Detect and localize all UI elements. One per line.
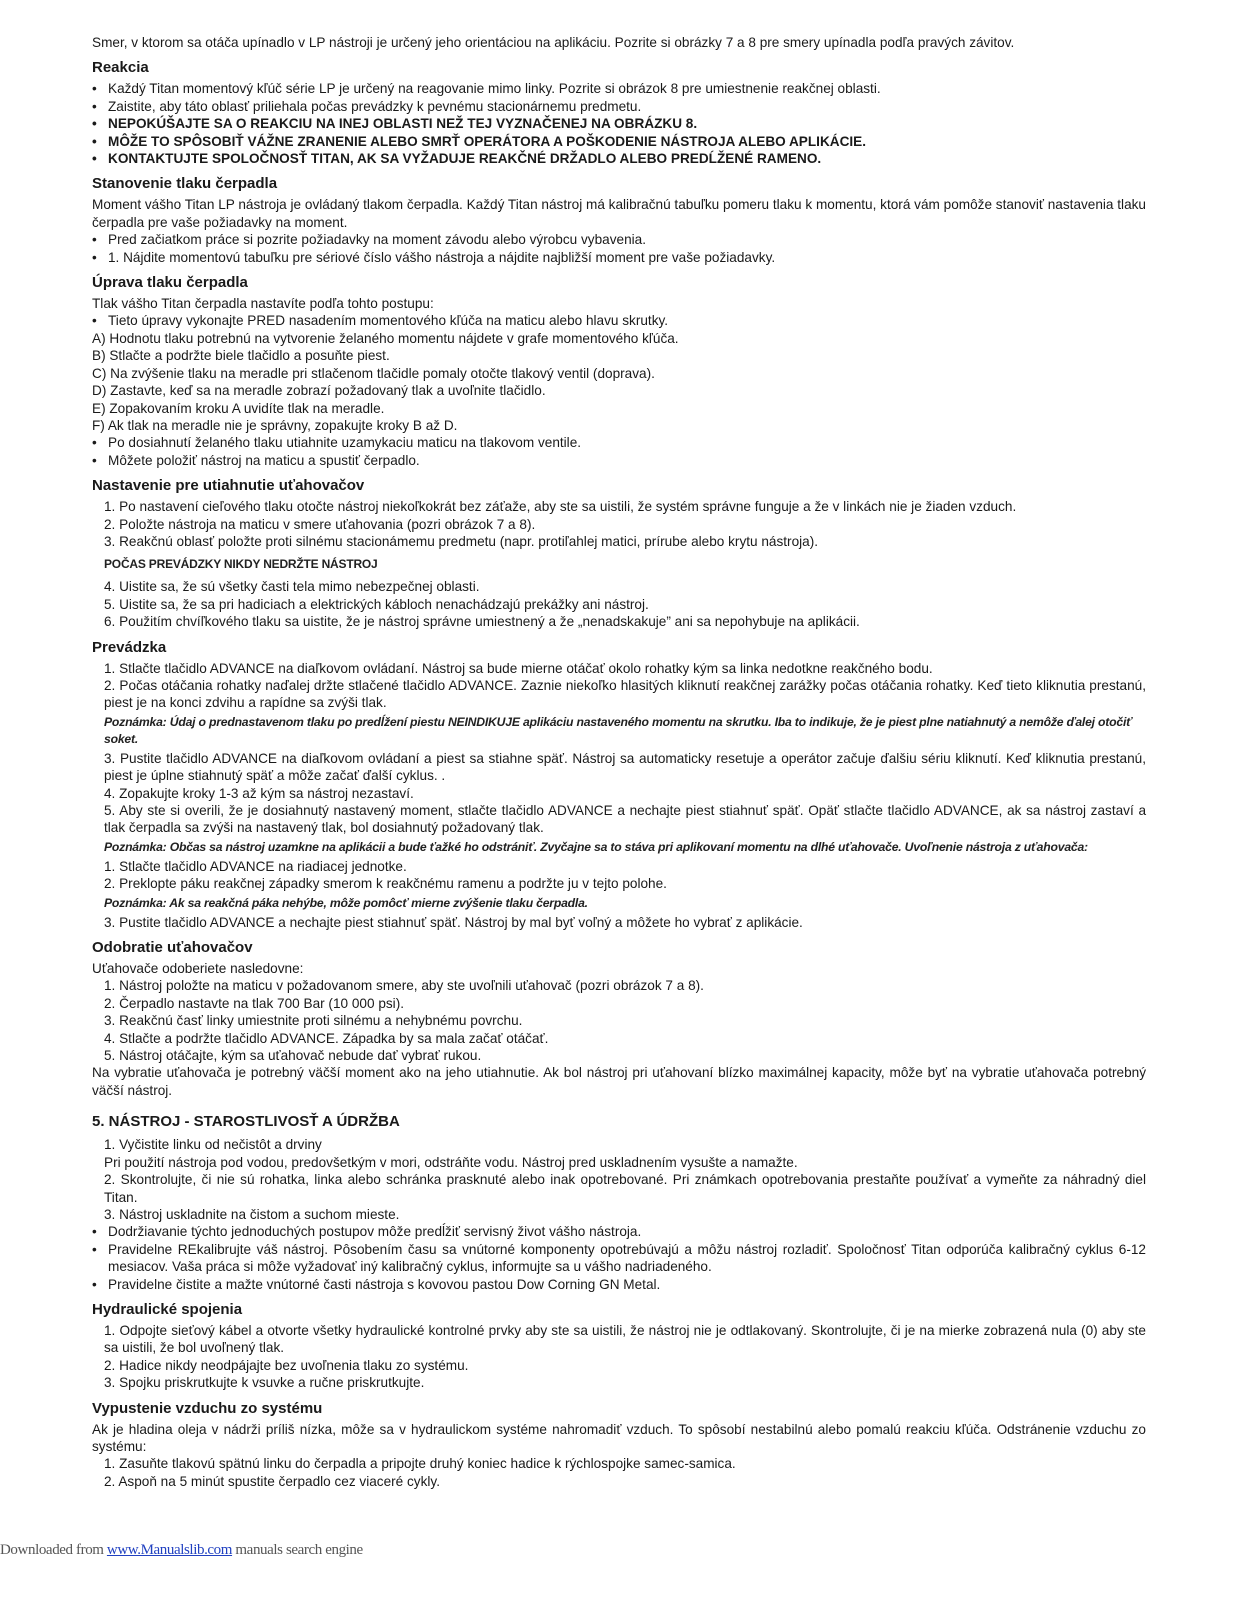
step-item: 3. Spojku priskrutkujte k vsuvke a ručne priskrutkujte. xyxy=(104,1375,425,1391)
list-item: • Pravidelne REkalibrujte váš nástroj. Pôsobením času sa vnútorné komponenty opotrebúvajú a môžu nástroj rozladiť. Spoločnosť Titan odporúča kalibračný cyklus 6-12 mesiacov. Vaša práca si môže vyžadovať iný kalibračný cyklus, informujte sa u vášho nadriadeného. xyxy=(92,1241,1146,1276)
heading-odobratie: Odobratie uťahovačov xyxy=(92,939,253,957)
heading-hydraulicke: Hydraulické spojenia xyxy=(92,1300,243,1318)
step-item: 3. Nástroj uskladnite na čistom a suchom mieste. xyxy=(104,1206,400,1222)
step-item: 1. Stlačte tlačidlo ADVANCE na diaľkovom ovládaní. Nástroj sa bude mierne otáčať okolo rohatky kým sa linka nedotkne reakčného bodu. xyxy=(104,660,933,676)
download-footer xyxy=(0,1542,363,1559)
step-item: 1. Stlačte tlačidlo ADVANCE na riadiacej jednotke. xyxy=(104,858,407,874)
heading-uprava: Úprava tlaku čerpadla xyxy=(92,274,248,292)
step-item: 2. Čerpadlo nastavte na tlak 700 Bar (10 000 psi). xyxy=(104,995,404,1011)
warning-text: POČAS PREVÁDZKY NIKDY NEDRŽTE NÁSTROJ xyxy=(104,557,378,572)
heading-reakcia: Reakcia xyxy=(92,59,149,77)
heading-nastavenie: Nastavenie pre utiahnutie uťahovačov xyxy=(92,477,365,495)
document-page xyxy=(92,34,1146,1490)
list-item: • Zaistite, aby táto oblasť priliehala počas prevádzky k pevnému stacionárnemu predmetu. xyxy=(92,98,1146,115)
step-item: 2. Hadice nikdy neodpájajte bez uvoľnenia tlaku zo systému. xyxy=(104,1357,469,1373)
list-item: • Tieto úpravy vykonajte PRED nasadením momentového kľúča na maticu alebo hlavu skrutky. xyxy=(92,312,1146,329)
manualslib-link[interactable]: www.Manualslib.com xyxy=(106,1542,233,1558)
step-item: 4. Uistite sa, že sú všetky časti tela mimo nebezpečnej oblasti. xyxy=(104,579,480,595)
note-text: Poznámka: Občas sa nástroj uzamkne na aplikácii a bude ťažké ho odstrániť. Zvyčajne sa to stáva pri aplikovaní momentu na dlhé uťahovače. Uvoľnenie nástroja z uťahovača: xyxy=(104,839,1088,854)
heading-prevadzka: Prevádzka xyxy=(92,638,167,656)
step-item: 2. Položte nástroja na maticu v smere uťahovania (pozri obrázok 7 a 8). xyxy=(104,516,536,532)
step-item: 5. Aby ste si overili, že je dosiahnutý nastavený moment, stlačte tlačidlo ADVANCE a nechajte piest stiahnuť späť. Opäť stlačte tlačidlo ADVANCE, ak sa nástroj zastaví a tlak čerpadla sa zvýši na nastavený tlak, bol dosiahnutý požadovaný tlak. xyxy=(104,803,1146,836)
step-item: 1. Vyčistite linku od nečistôt a drviny xyxy=(104,1137,322,1153)
step-item: 1. Zasuňte tlakovú spätnú linku do čerpadla a pripojte druhý koniec hadice k rýchlospojke samec-samica. xyxy=(104,1456,736,1472)
step-item: 2. Skontrolujte, či nie sú rohatka, linka alebo schránka prasknuté alebo inak opotrebované. Pri známkach opotrebovania prestaňte používať a vymeňte za náhradný diel Titan. xyxy=(104,1172,1146,1205)
list-item: • Po dosiahnutí želaného tlaku utiahnite uzamykaciu maticu na tlakovom ventile. xyxy=(92,434,1146,451)
paragraph: Uťahovače odoberiete nasledovne: xyxy=(92,961,304,977)
step-item: B) Stlačte a podržte biele tlačidlo a posuňte piest. xyxy=(92,348,390,364)
step-item: 2. Aspoň na 5 minút spustite čerpadlo cez viaceré cykly. xyxy=(104,1473,440,1489)
step-item: E) Zopakovaním kroku A uvidíte tlak na meradle. xyxy=(92,400,385,416)
step-item: 6. Použitím chvíľkového tlaku sa uistite, že je nástroj správne umiestnený a že „nenadskakuje” ani sa nepohybuje na aplikácii. xyxy=(104,614,860,630)
paragraph: Na vybratie uťahovača je potrebný väčší moment ako na jeho utiahnutie. Ak bol nástroj pri uťahovaní blízko maximálnej kapacity, môže byť na vybratie uťahovača potrebný väčší nástroj. xyxy=(92,1065,1146,1098)
step-item: 5. Uistite sa, že sa pri hadiciach a elektrických kábloch nenachádzajú prekážky ani nástroj. xyxy=(104,596,649,612)
step-item: 2. Počas otáčania rohatky naďalej držte stlačené tlačidlo ADVANCE. Zaznie niekoľko hlasitých kliknutí reakčnej zarážky počas otáčania rohatky. Keď tieto kliknutia prestanú, piest je na konci zdvihu a rapídne sa zvýši tlak. xyxy=(104,677,1146,711)
list-item: • Môžete položiť nástroj na maticu a spustiť čerpadlo. xyxy=(92,452,1146,469)
list-item: • Pred začiatkom práce si pozrite požiadavky na moment závodu alebo výrobcu vybavenia. xyxy=(92,231,1146,248)
step-item: 3. Reakčnú oblasť položte proti silnému stacionámemu predmetu (napr. protiľahlej matici, prírube alebo krytu nástroja). xyxy=(104,533,819,549)
list-item: • Dodržiavanie týchto jednoduchých postupov môže predĺžiť servisný život vášho nástroja. xyxy=(92,1223,1146,1240)
step-item: Pri použití nástroja pod vodou, predovšetkým v mori, odstráňte vodu. Nástroj pred uskladnením vysušte a namažte. xyxy=(104,1154,798,1170)
step-item: 1. Nástroj položte na maticu v požadovanom smere, aby ste uvoľnili uťahovač (pozri obrázok 7 a 8). xyxy=(104,978,704,994)
heading-section-5: 5. NÁSTROJ - STAROSTLIVOSŤ A ÚDRŽBA xyxy=(92,1113,400,1131)
step-item: D) Zastavte, keď sa na meradle zobrazí požadovaný tlak a uvoľnite tlačidlo. xyxy=(92,383,546,399)
paragraph: Ak je hladina oleja v nádrži príliš nízka, môže sa v hydraulickom systéme nahromadiť vzduch. To spôsobí nestabilnú alebo pomalú reakciu kľúča. Odstránenie vzduchu zo systému: xyxy=(92,1421,1146,1454)
list-item: • Každý Titan momentový kľúč série LP je určený na reagovanie mimo linky. Pozrite si obrázok 8 pre umiestnenie reakčnej oblasti. xyxy=(92,80,1146,97)
step-item: 1. Po nastavení cieľového tlaku otočte nástroj niekoľkokrát bez záťaže, aby ste sa uistili, že systém správne funguje a že v linkách nie je žiaden vzduch. xyxy=(104,499,1017,515)
note-text: Poznámka: Ak sa reakčná páka nehýbe, môže pomôcť mierne zvýšenie tlaku čerpadla. xyxy=(104,895,588,910)
step-item: 3. Pustite tlačidlo ADVANCE na diaľkovom ovládaní a piest sa stiahne späť. Nástroj sa automaticky resetuje a operátor začuje ďalšiu sériu kliknutí. Keď kliknutia prestanú, piest je úplne stiahnutý späť a môže začať ďalší cyklus. . xyxy=(104,750,1146,784)
step-item: 1. Odpojte sieťový kábel a otvorte všetky hydraulické kontrolné prvky aby ste sa uistili, že nástroj nie je odtlakovaný. Skontrolujte, či je na mierke zobrazená nula (0) aby ste sa uistili, že bol uvoľnený tlak. xyxy=(104,1322,1146,1356)
step-item: C) Na zvýšenie tlaku na meradle pri stlačenom tlačidle pomaly otočte tlakový ventil (doprava). xyxy=(92,365,655,381)
step-item: 5. Nástroj otáčajte, kým sa uťahovač nebude dať vybrať rukou. xyxy=(104,1048,482,1064)
step-item: F) Ak tlak na meradle nie je správny, zopakujte kroky B až D. xyxy=(92,417,458,433)
step-item: 3. Pustite tlačidlo ADVANCE a nechajte piest stiahnuť späť. Nástroj by mal byť voľný a môžete ho vybrať z aplikácie. xyxy=(104,914,803,930)
paragraph: Tlak vášho Titan čerpadla nastavíte podľa tohto postupu: xyxy=(92,296,434,312)
step-item: 3. Reakčnú časť linky umiestnite proti silnému a nehybnému povrchu. xyxy=(104,1013,523,1029)
heading-vypustenie: Vypustenie vzduchu zo systému xyxy=(92,1399,323,1417)
list-item: • Pravidelne čistite a mažte vnútorné časti nástroja s kovovou pastou Dow Corning GN Metal. xyxy=(92,1276,1146,1293)
step-item: 4. Zopakujte kroky 1-3 až kým sa nástroj nezastaví. xyxy=(104,785,414,801)
warning-item: • KONTAKTUJTE SPOLOČNOSŤ TITAN, AK SA VYŽADUJE REAKČNÉ DRŽADLO ALEBO PREDĹŽENÉ RAMENO. xyxy=(92,150,1146,167)
step-item: 4. Stlačte a podržte tlačidlo ADVANCE. Západka by sa mala začať otáčať. xyxy=(104,1030,549,1046)
heading-stanovenie: Stanovenie tlaku čerpadla xyxy=(92,175,278,193)
list-item: • 1. Nájdite momentovú tabuľku pre sériové číslo vášho nástroja a nájdite najbližší moment pre vaše požiadavky. xyxy=(92,249,1146,266)
footer-suffix: manuals search engine xyxy=(232,1542,363,1558)
footer-prefix: Downloaded from xyxy=(0,1542,107,1558)
step-item: A) Hodnotu tlaku potrebnú na vytvorenie želaného momentu nájdete v grafe momentového kľúča. xyxy=(92,330,679,346)
intro-paragraph: Smer, v ktorom sa otáča upínadlo v LP nástroji je určený jeho orientáciou na aplikáciu. Pozrite si obrázky 7 a 8 pre smery upínadla podľa pravých závitov. xyxy=(92,35,1015,50)
warning-item: • NEPOKÚŠAJTE SA O REAKCIU NA INEJ OBLASTI NEŽ TEJ VYZNAČENEJ NA OBRÁZKU 8. xyxy=(92,115,1146,132)
step-item: 2. Preklopte páku reakčnej západky smerom k reakčnému ramenu a podržte ju v tejto polohe. xyxy=(104,876,667,892)
paragraph: Moment vášho Titan LP nástroja je ovládaný tlakom čerpadla. Každý Titan nástroj má kalibračnú tabuľku pomeru tlaku k momentu, ktorá vám pomôže stanoviť nastavenia tlaku čerpadla pre vaše požiadavky na moment. xyxy=(92,197,1146,230)
warning-item: • MÔŽE TO SPÔSOBIŤ VÁŽNE ZRANENIE ALEBO SMRŤ OPERÁTORA A POŠKODENIE NÁSTROJA ALEBO APLIKÁCIE. xyxy=(92,133,1146,150)
note-text: Poznámka: Údaj o prednastavenom tlaku po predĺžení piestu NEINDIKUJE aplikáciu nastaveného momentu na skrutku. Iba to indikuje, že je piest plne natiahnutý a nemôže ďalej otočiť soket. xyxy=(104,714,1132,746)
